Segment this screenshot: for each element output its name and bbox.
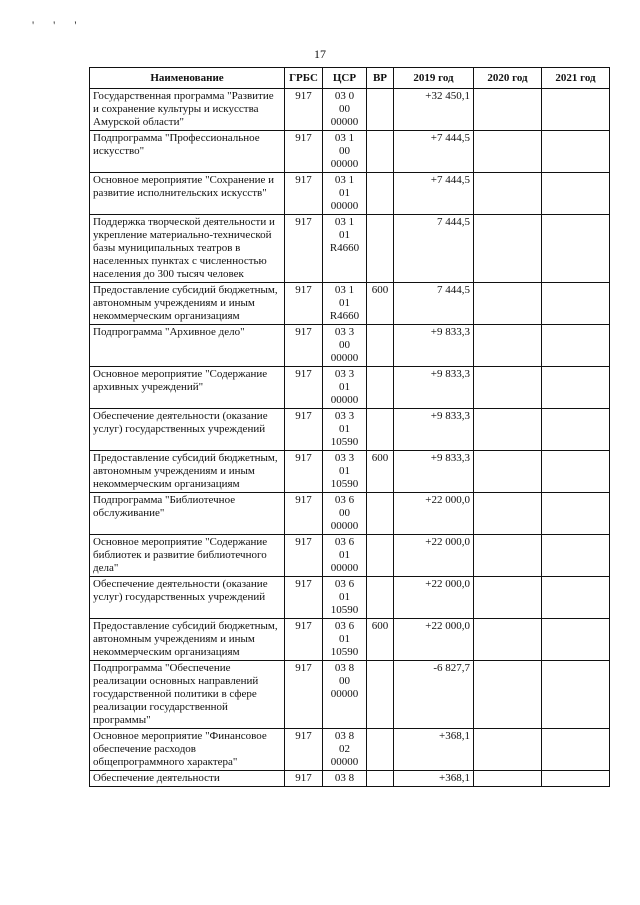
cell-2020 <box>474 661 542 729</box>
cell-2019: +9 833,3 <box>394 409 474 451</box>
cell-csr: 03 1 01 R4660 <box>323 215 367 283</box>
cell-vr <box>367 577 394 619</box>
scan-marks: ' ' ' <box>32 18 85 32</box>
header-2019: 2019 год <box>394 68 474 89</box>
cell-2020 <box>474 409 542 451</box>
cell-grbs: 917 <box>285 409 323 451</box>
table-row <box>90 409 610 451</box>
cell-2020 <box>474 215 542 283</box>
cell-grbs: 917 <box>285 131 323 173</box>
cell-grbs: 917 <box>285 577 323 619</box>
cell-name: Подпрограмма "Архивное дело" <box>90 325 285 367</box>
cell-name: Поддержка творческой деятельности и укрепление материально-технической базы муниципальных театров в населенных пунктах с численностью населения до 300 тысяч человек <box>90 215 285 283</box>
table-row <box>90 283 610 325</box>
header-vr: ВР <box>367 68 394 89</box>
cell-name: Обеспечение деятельности <box>90 771 285 787</box>
cell-2020 <box>474 367 542 409</box>
cell-vr <box>367 661 394 729</box>
table-row <box>90 173 610 215</box>
header-grbs: ГРБС <box>285 68 323 89</box>
table-row <box>90 729 610 771</box>
cell-2020 <box>474 173 542 215</box>
cell-csr: 03 1 01 R4660 <box>323 283 367 325</box>
cell-csr: 03 1 01 00000 <box>323 173 367 215</box>
cell-vr <box>367 89 394 131</box>
cell-name: Основное мероприятие "Содержание библиотек и развитие библиотечного дела" <box>90 535 285 577</box>
cell-grbs: 917 <box>285 325 323 367</box>
table-row <box>90 535 610 577</box>
cell-2019: +32 450,1 <box>394 89 474 131</box>
table-row <box>90 619 610 661</box>
cell-2021 <box>542 89 610 131</box>
cell-name: Предоставление субсидий бюджетным, автономным учреждениям и иным некоммерческим организациям <box>90 283 285 325</box>
cell-2021 <box>542 367 610 409</box>
cell-2020 <box>474 283 542 325</box>
cell-csr: 03 8 02 00000 <box>323 729 367 771</box>
cell-2021 <box>542 283 610 325</box>
cell-csr: 03 0 00 00000 <box>323 89 367 131</box>
cell-grbs: 917 <box>285 493 323 535</box>
cell-2021 <box>542 771 610 787</box>
cell-csr: 03 6 01 00000 <box>323 535 367 577</box>
cell-grbs: 917 <box>285 619 323 661</box>
cell-2021 <box>542 577 610 619</box>
cell-2021 <box>542 173 610 215</box>
cell-vr: 600 <box>367 619 394 661</box>
cell-2020 <box>474 493 542 535</box>
table-row <box>90 577 610 619</box>
cell-name: Предоставление субсидий бюджетным, автономным учреждениям и иным некоммерческим организациям <box>90 451 285 493</box>
cell-grbs: 917 <box>285 173 323 215</box>
cell-2021 <box>542 619 610 661</box>
cell-2019: +9 833,3 <box>394 325 474 367</box>
cell-vr: 600 <box>367 283 394 325</box>
cell-2021 <box>542 325 610 367</box>
cell-2019: +7 444,5 <box>394 131 474 173</box>
table-row <box>90 451 610 493</box>
cell-csr: 03 3 01 10590 <box>323 451 367 493</box>
cell-2020 <box>474 131 542 173</box>
cell-vr <box>367 493 394 535</box>
table-row <box>90 661 610 729</box>
cell-2020 <box>474 325 542 367</box>
cell-csr: 03 1 00 00000 <box>323 131 367 173</box>
cell-grbs: 917 <box>285 215 323 283</box>
cell-name: Обеспечение деятельности (оказание услуг) государственных учреждений <box>90 577 285 619</box>
cell-grbs: 917 <box>285 771 323 787</box>
cell-vr <box>367 535 394 577</box>
cell-2020 <box>474 771 542 787</box>
cell-csr: 03 6 00 00000 <box>323 493 367 535</box>
cell-csr: 03 8 00 00000 <box>323 661 367 729</box>
cell-2021 <box>542 451 610 493</box>
cell-grbs: 917 <box>285 661 323 729</box>
cell-vr <box>367 409 394 451</box>
cell-2019: +368,1 <box>394 771 474 787</box>
cell-2020 <box>474 451 542 493</box>
table-header-row <box>90 68 610 89</box>
cell-2020 <box>474 729 542 771</box>
cell-2019: +368,1 <box>394 729 474 771</box>
cell-name: Подпрограмма "Обеспечение реализации основных направлений государственной политики в сфере реализации государственной программы" <box>90 661 285 729</box>
cell-2019: -6 827,7 <box>394 661 474 729</box>
header-name: Наименование <box>90 68 285 89</box>
cell-csr: 03 6 01 10590 <box>323 577 367 619</box>
cell-name: Основное мероприятие "Содержание архивных учреждений" <box>90 367 285 409</box>
cell-2021 <box>542 409 610 451</box>
table-row <box>90 131 610 173</box>
cell-2019: +22 000,0 <box>394 535 474 577</box>
cell-2019: +22 000,0 <box>394 619 474 661</box>
table-row <box>90 325 610 367</box>
cell-csr: 03 6 01 10590 <box>323 619 367 661</box>
table-row <box>90 771 610 787</box>
cell-csr: 03 3 00 00000 <box>323 325 367 367</box>
cell-csr: 03 3 01 10590 <box>323 409 367 451</box>
cell-vr <box>367 771 394 787</box>
cell-name: Государственная программа "Развитие и сохранение культуры и искусства Амурской области" <box>90 89 285 131</box>
cell-2020 <box>474 535 542 577</box>
cell-2019: 7 444,5 <box>394 283 474 325</box>
budget-table <box>89 67 610 787</box>
cell-2021 <box>542 535 610 577</box>
cell-2021 <box>542 661 610 729</box>
table-row <box>90 89 610 131</box>
cell-2019: +9 833,3 <box>394 367 474 409</box>
cell-name: Обеспечение деятельности (оказание услуг) государственных учреждений <box>90 409 285 451</box>
cell-vr <box>367 131 394 173</box>
cell-name: Предоставление субсидий бюджетным, автономным учреждениям и иным некоммерческим организациям <box>90 619 285 661</box>
table-row <box>90 493 610 535</box>
cell-grbs: 917 <box>285 283 323 325</box>
cell-name: Основное мероприятие "Финансовое обеспечение расходов общепрограммного характера" <box>90 729 285 771</box>
cell-2019: +22 000,0 <box>394 577 474 619</box>
cell-2019: +9 833,3 <box>394 451 474 493</box>
cell-vr <box>367 729 394 771</box>
cell-2019: 7 444,5 <box>394 215 474 283</box>
header-2021: 2021 год <box>542 68 610 89</box>
header-2020: 2020 год <box>474 68 542 89</box>
cell-vr <box>367 367 394 409</box>
cell-vr <box>367 215 394 283</box>
cell-grbs: 917 <box>285 729 323 771</box>
cell-grbs: 917 <box>285 535 323 577</box>
table-row <box>90 367 610 409</box>
cell-2019: +7 444,5 <box>394 173 474 215</box>
cell-csr: 03 3 01 00000 <box>323 367 367 409</box>
cell-grbs: 917 <box>285 367 323 409</box>
header-csr: ЦСР <box>323 68 367 89</box>
cell-2021 <box>542 131 610 173</box>
cell-2021 <box>542 215 610 283</box>
table-row <box>90 215 610 283</box>
cell-2020 <box>474 619 542 661</box>
cell-vr <box>367 325 394 367</box>
cell-name: Подпрограмма "Библиотечное обслуживание" <box>90 493 285 535</box>
cell-grbs: 917 <box>285 451 323 493</box>
cell-vr <box>367 173 394 215</box>
cell-name: Подпрограмма "Профессиональное искусство" <box>90 131 285 173</box>
cell-2020 <box>474 89 542 131</box>
cell-2019: +22 000,0 <box>394 493 474 535</box>
cell-name: Основное мероприятие "Сохранение и развитие исполнительских искусств" <box>90 173 285 215</box>
cell-grbs: 917 <box>285 89 323 131</box>
cell-2021 <box>542 729 610 771</box>
cell-vr: 600 <box>367 451 394 493</box>
cell-2020 <box>474 577 542 619</box>
cell-2021 <box>542 493 610 535</box>
page-number: 17 <box>314 47 326 61</box>
cell-csr: 03 8 <box>323 771 367 787</box>
